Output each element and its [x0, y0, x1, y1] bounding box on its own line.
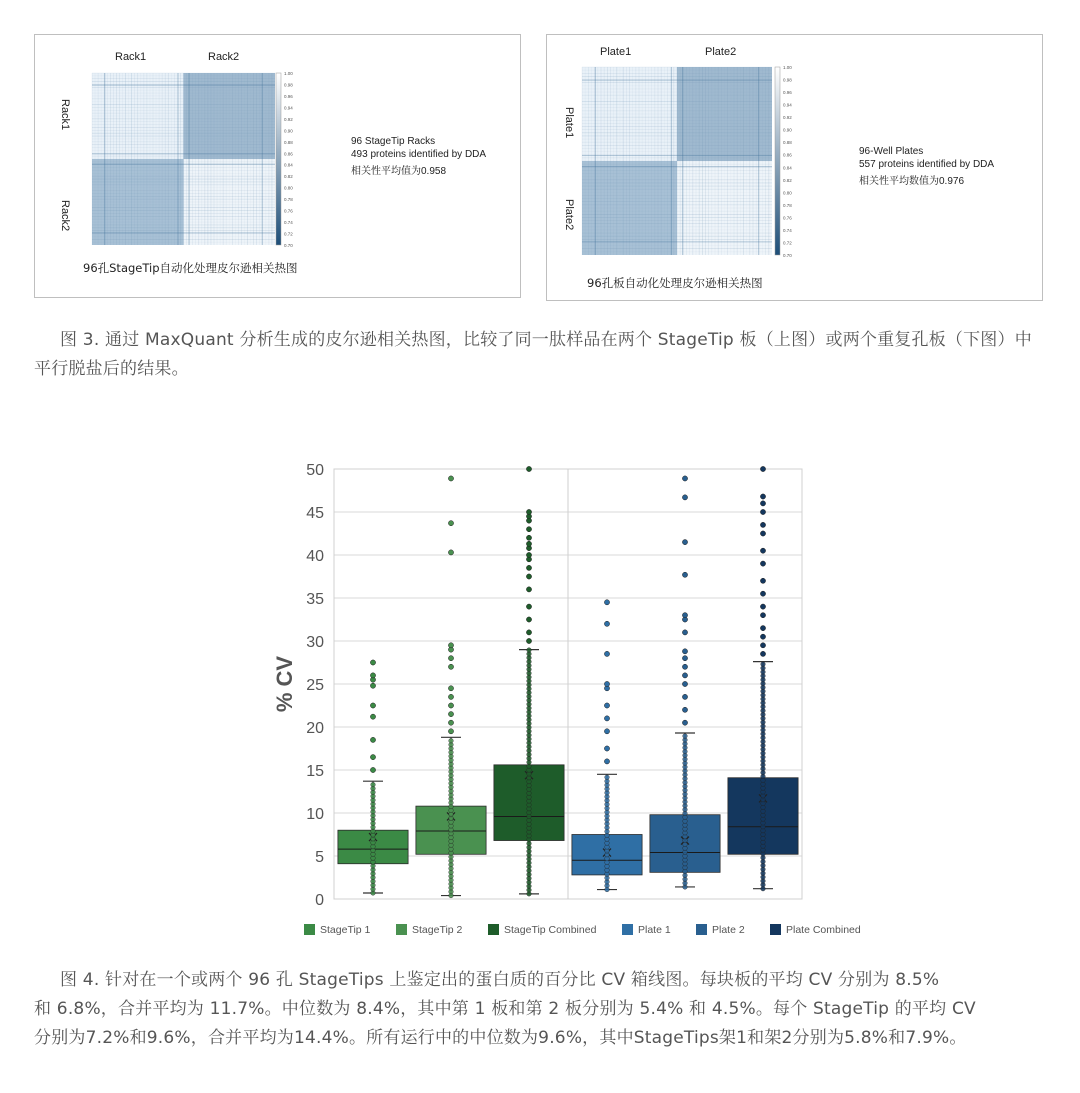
col-label-rack2: Rack2: [208, 51, 240, 63]
outlier-point: [682, 649, 687, 654]
colorbar-tick-label: 1.00: [284, 71, 293, 76]
colorbar-tick-label: 0.96: [284, 93, 293, 99]
legend-label: Plate Combined: [786, 924, 861, 936]
colorbar-tick-label: 0.76: [284, 208, 293, 214]
outlier-point: [682, 540, 687, 545]
outlier-point: [526, 630, 531, 635]
figure3-caption: 图 3. 通过 MaxQuant 分析生成的皮尔逊相关热图，比较了同一肽样品在两个 StageTip 板（上图）或两个重复孔板（下图）中平行脱盐后的结果。: [34, 330, 1032, 379]
outlier-point: [682, 664, 687, 669]
heatmap-colorbar: [775, 67, 780, 255]
cv-boxplot-chart: [262, 455, 861, 945]
colorbar-tick-label: 0.82: [783, 177, 792, 183]
outlier-point: [682, 707, 687, 712]
legend-item: [622, 924, 671, 936]
y-tick-label: 45: [306, 505, 324, 522]
outlier-point: [526, 617, 531, 622]
y-tick-label: 5: [315, 849, 324, 866]
colorbar-tick-label: 0.78: [783, 202, 792, 208]
outlier-point: [526, 574, 531, 579]
outlier-point: [682, 656, 687, 661]
info-racks-line3: 相关性平均值为0.958: [351, 166, 447, 177]
col-label-rack1: Rack1: [115, 51, 147, 63]
data-point: [449, 738, 454, 743]
outlier-point: [448, 720, 453, 725]
outlier-point: [682, 681, 687, 686]
outlier-point: [526, 638, 531, 643]
colorbar-tick-label: 0.94: [284, 105, 293, 111]
info-racks-line1: 96 StageTip Racks: [351, 136, 436, 147]
outlier-point: [448, 729, 453, 734]
outlier-point: [604, 759, 609, 764]
outlier-point: [448, 656, 453, 661]
outlier-point: [760, 509, 765, 514]
outlier-point: [760, 522, 765, 527]
data-point: [605, 775, 610, 780]
colorbar-tick-label: 0.82: [284, 174, 293, 180]
colorbar-tick-label: 0.78: [284, 197, 293, 203]
info-plates-line3: 相关性平均数值为0.976: [859, 176, 965, 187]
y-tick-label: 15: [306, 763, 324, 780]
outlier-point: [448, 521, 453, 526]
legend-item: [770, 924, 861, 936]
outlier-point: [604, 703, 609, 708]
outlier-point: [760, 634, 765, 639]
row-label-plate2: Plate2: [563, 199, 575, 231]
colorbar-tick-label: 0.98: [783, 77, 792, 83]
colorbar-tick-label: 0.86: [783, 152, 792, 158]
outlier-point: [526, 541, 531, 546]
row-label-plate1: Plate1: [563, 107, 575, 139]
legend-swatch: [304, 924, 315, 935]
outlier-point: [682, 495, 687, 500]
info-plates-line1: 96-Well Plates: [859, 146, 924, 157]
outlier-point: [448, 476, 453, 481]
box-plate-combined: [728, 466, 798, 891]
col-label-plate1: Plate1: [600, 46, 632, 58]
outlier-point: [370, 755, 375, 760]
box-plate-1: [572, 600, 642, 892]
colorbar-tick-label: 0.88: [284, 139, 293, 145]
heatmap-colorbar: [276, 73, 281, 245]
box-stagetip-1: [338, 660, 408, 895]
y-axis-label: % CV: [272, 655, 297, 713]
outlier-point: [448, 703, 453, 708]
outlier-point: [526, 552, 531, 557]
y-tick-label: 25: [306, 677, 324, 694]
col-label-plate2: Plate2: [705, 46, 737, 58]
outlier-point: [604, 746, 609, 751]
legend-label: Plate 2: [712, 924, 745, 936]
box-plate-2: [650, 476, 720, 889]
colorbar-tick-label: 0.70: [284, 243, 293, 248]
outlier-point: [526, 604, 531, 609]
outlier-point: [526, 509, 531, 514]
heatmap-texture: [582, 67, 772, 255]
y-tick-label: 0: [315, 892, 324, 909]
outlier-point: [760, 613, 765, 618]
colorbar-tick-label: 0.86: [284, 151, 293, 157]
colorbar-tick-label: 0.92: [284, 116, 293, 122]
legend-swatch: [770, 924, 781, 935]
box-stagetip-combined: [494, 466, 564, 896]
figure4-caption: [34, 966, 1046, 1053]
y-tick-label: 50: [306, 462, 324, 479]
legend-swatch: [696, 924, 707, 935]
box-stagetip-2: [416, 476, 486, 898]
outlier-point: [526, 535, 531, 540]
outlier-point: [760, 494, 765, 499]
outlier-point: [760, 591, 765, 596]
y-tick-label: 10: [306, 806, 324, 823]
outlier-point: [448, 664, 453, 669]
colorbar-tick-label: 0.92: [783, 115, 792, 121]
colorbar-tick-label: 0.90: [783, 127, 792, 133]
outlier-point: [682, 673, 687, 678]
outlier-point: [604, 621, 609, 626]
outlier-point: [760, 604, 765, 609]
figure4-caption-line1: 图 4. 针对在一个或两个 96 孔 StageTips 上鉴定出的蛋白质的百分比 CV 箱线图。每块板的平均 CV 分别为 8.5%: [60, 970, 940, 990]
outlier-point: [370, 714, 375, 719]
figure4-caption-line2: 和 6.8%，合并平均为 11.7%。中位数为 8.4%，其中第 1 板和第 2 板分别为 5.4% 和 4.5%。每个 StageTip 的平均 CV: [34, 999, 976, 1019]
heatmap-panel-racks: [34, 34, 521, 298]
legend-label: StageTip 2: [412, 924, 463, 936]
outlier-point: [760, 561, 765, 566]
outlier-point: [760, 651, 765, 656]
colorbar-tick-label: 0.72: [783, 240, 792, 246]
colorbar-tick-label: 0.74: [783, 227, 792, 233]
outlier-point: [448, 694, 453, 699]
outlier-point: [448, 643, 453, 648]
y-tick-label: 35: [306, 591, 324, 608]
data-point: [683, 734, 688, 739]
outlier-point: [604, 716, 609, 721]
outlier-point: [760, 643, 765, 648]
colorbar-tick-label: 0.98: [284, 82, 293, 88]
heatmap-plates-subtitle: 96孔板自动化处理皮尔逊相关热图: [587, 276, 763, 290]
outlier-point: [760, 531, 765, 536]
outlier-point: [604, 729, 609, 734]
outlier-point: [760, 626, 765, 631]
outlier-point: [760, 578, 765, 583]
colorbar-tick-label: 0.96: [783, 90, 792, 96]
outlier-point: [526, 587, 531, 592]
data-point: [371, 782, 376, 787]
outlier-point: [526, 565, 531, 570]
y-tick-label: 20: [306, 720, 324, 737]
colorbar-tick-label: 0.84: [783, 165, 792, 171]
outlier-point: [760, 466, 765, 471]
outlier-point: [604, 681, 609, 686]
data-point: [761, 662, 766, 667]
row-label-rack1: Rack1: [59, 99, 71, 131]
colorbar-tick-label: 0.80: [284, 185, 293, 191]
outlier-point: [526, 527, 531, 532]
outlier-point: [448, 550, 453, 555]
colorbar-tick-label: 0.88: [783, 140, 792, 146]
legend-swatch: [622, 924, 633, 935]
outlier-point: [682, 476, 687, 481]
colorbar-tick-label: 0.90: [284, 128, 293, 134]
outlier-point: [370, 683, 375, 688]
outlier-point: [682, 572, 687, 577]
outlier-point: [370, 737, 375, 742]
legend-item: [488, 924, 597, 936]
y-tick-label: 40: [306, 548, 324, 565]
colorbar-tick-label: 0.76: [783, 215, 792, 221]
outlier-point: [370, 673, 375, 678]
legend-item: [304, 924, 371, 936]
outlier-point: [760, 548, 765, 553]
legend-label: Plate 1: [638, 924, 671, 936]
legend-item: [696, 924, 745, 936]
outlier-point: [682, 630, 687, 635]
outlier-point: [448, 712, 453, 717]
legend-label: StageTip 1: [320, 924, 371, 936]
outlier-point: [682, 613, 687, 618]
legend-swatch: [396, 924, 407, 935]
colorbar-tick-label: 1.00: [783, 65, 792, 70]
info-racks-line2: 493 proteins identified by DDA: [351, 149, 487, 160]
colorbar-tick-label: 0.72: [284, 231, 293, 237]
legend-item: [396, 924, 463, 936]
outlier-point: [526, 466, 531, 471]
data-point: [527, 648, 532, 653]
outlier-point: [760, 501, 765, 506]
info-plates-line2: 557 proteins identified by DDA: [859, 159, 995, 170]
colorbar-tick-label: 0.94: [783, 102, 792, 108]
legend-swatch: [488, 924, 499, 935]
heatmap-racks-subtitle: 96孔StageTip自动化处理皮尔逊相关热图: [83, 261, 298, 275]
outlier-point: [448, 686, 453, 691]
colorbar-tick-label: 0.80: [783, 190, 792, 196]
outlier-point: [370, 660, 375, 665]
outlier-point: [682, 694, 687, 699]
outlier-point: [682, 720, 687, 725]
row-label-rack2: Rack2: [59, 200, 71, 232]
heatmap-panel-plates: [546, 34, 1043, 301]
figure4-caption-line3: 分别为7.2%和9.6%，合并平均为14.4%。所有运行中的中位数为9.6%，其中StageTips架1和架2分别为5.8%和7.9%。: [34, 1028, 967, 1048]
outlier-point: [370, 767, 375, 772]
y-tick-label: 30: [306, 634, 324, 651]
colorbar-tick-label: 0.74: [284, 220, 293, 226]
colorbar-tick-label: 0.70: [783, 253, 792, 258]
colorbar-tick-label: 0.84: [284, 162, 293, 168]
outlier-point: [370, 703, 375, 708]
outlier-point: [604, 651, 609, 656]
heatmap-texture: [92, 73, 275, 245]
legend-label: StageTip Combined: [504, 924, 597, 936]
outlier-point: [604, 600, 609, 605]
heatmap-racks: [35, 35, 520, 297]
